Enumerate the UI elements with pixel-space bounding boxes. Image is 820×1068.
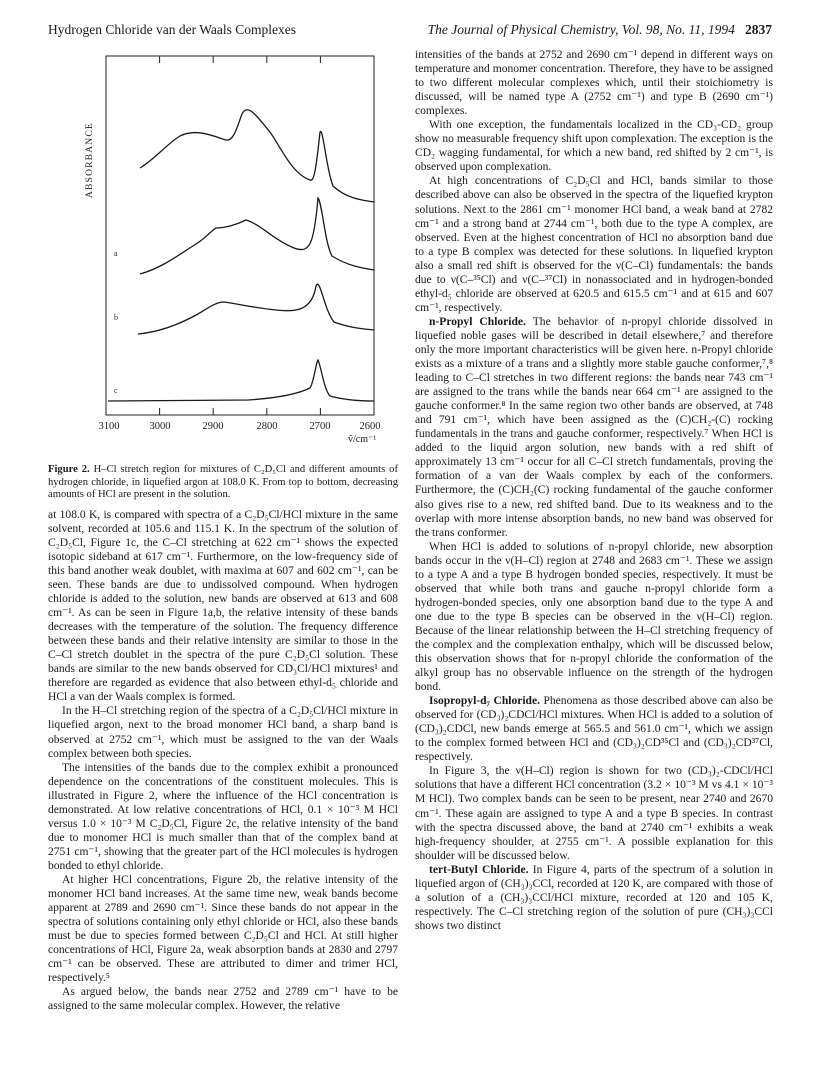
paragraph-text: In Figure 4, parts of the spectrum of a solution in liquefied argon of (CH₃)₃CCl, recorded at 120 K, are compared with those of a solution of a (CH₃)₃CCl/HCl mixture, recorded at 120 and 105 K, respectively. The C–Cl stretching region of the solution of pure (CH₃)₃CCl shows two distinct bbox=[415, 863, 773, 932]
paragraph-text: Phenomena as those described above can also be observed for (CD₃)₂CDCl/HCl mixtures. When HCl is added to a solution of (CD₃)₂CDCl, new bands emerge at 565.5 and 561.0 cm⁻¹, which we assign to the complex formed between HCl and (CD₃)₂CD³⁵Cl and (CD₃)₂CD³⁷Cl, respectively. bbox=[415, 695, 774, 764]
x-axis-label: ṽ/cm⁻¹ bbox=[348, 434, 377, 445]
paragraph-text: The behavior of n-propyl chloride dissolved in liquefied noble gases will be described in detail elsewhere,⁷ and therefore only the more important characteristics will be given here. n-Propyl chloride exists as a mixture of a trans and a slightly more stable gauche conformer,⁷,⁸ leading to C–Cl stretches in two different regions: the bands near 743 cm⁻¹ are assigned to the trans while the bands near 664 cm⁻¹ are assigned to the gauche conformer.⁸ In the same region two other bands are observed, at 748 and 791 cm⁻¹, which have been assigned as the (C)CH₂-(C) rocking fundamentals in the trans and gauche conformer, respectively.⁷ When HCl is added to the liquid argon solution, new bands with a red shift of approximately 13 cm⁻¹ occur for all C–Cl stretch fundamentals, proving the formation of a van der Waals complex by each of the conformers. Furthermore, the (C)CH₂(C) rocking fundamental of the gauche conformer also gives rise to a new, red shifted band. Due to its weakness and to the overlap with more intense absorption bands, no new band was observed for the trans conformer. bbox=[415, 315, 773, 539]
paragraph: intensities of the bands at 2752 and 2690 cm⁻¹ depend in different ways on temperature and monomer concentration. Therefore, they have to be assigned to two different molecular complexes which, until their stoichiometry is discussed, will be named type A (2752 cm⁻¹) and type B (2690 cm⁻¹) complexes. bbox=[415, 49, 773, 118]
running-title: Hydrogen Chloride van der Waals Complexes bbox=[48, 22, 296, 37]
trace-label-a: a bbox=[114, 249, 118, 258]
running-header bbox=[48, 22, 772, 40]
trace-labels bbox=[114, 249, 118, 395]
paragraph: At higher HCl concentrations, Figure 2b, the relative intensity of the monomer HCl band increases. At the same time new, weak bands become apparent at 2789 and 2690 cm⁻¹. Since these bands do not appear in the spectra of solutions containing only ethyl chloride or HCl, also these bands must be due to species formed between C₂D₅Cl and HCl. At still higher concentrations of HCl, Figure 2a, weak absorption bands at 2830 and 2797 cm⁻¹ can be observed. These are attributed to dimer and trimer HCl, respectively.⁵ bbox=[48, 874, 398, 985]
section-n-propyl-chloride bbox=[415, 315, 773, 540]
paragraph: With one exception, the fundamentals localized in the CD₃-CD₂ group show no measurable frequency shift upon complexation. The exception is the CD₂ wagging fundamental, for which a new band, red shifted by 2 cm⁻¹, is observed upon complexation. bbox=[415, 119, 773, 174]
figure-2-spectrum-plot bbox=[48, 48, 398, 460]
y-axis-label: ABSORBANCE bbox=[85, 122, 95, 198]
section-isopropyl-chloride bbox=[415, 694, 773, 764]
paragraph: At high concentrations of C₂D₅Cl and HCl, bands similar to those described above can also be observed in the spectra of the liquefied krypton solutions. Next to the 2861 cm⁻¹ monomer HCl band, a weak band at 2782 cm⁻¹ and a strong band at 2744 cm⁻¹, both due to the type A complex, are observed. Even at the highest concentration of HCl no absorption band due to a type B complex was detected for these solutions. In liquefied krypton also a small red shift is observed for the ν(C–Cl) fundamentals: the bands due to ν(C–³⁵Cl) and ν(C–³⁷Cl) in nonassociated and in hydrogen-bonded ethyl-d₅ chloride are observed at 620.5 and 615.5 cm⁻¹ and at 615 and 607 cm⁻¹, respectively. bbox=[415, 175, 773, 314]
trace-top bbox=[140, 110, 374, 202]
x-ticks bbox=[106, 56, 374, 415]
plot-frame bbox=[106, 56, 374, 415]
trace-label-c: c bbox=[114, 386, 118, 395]
paragraph: As argued below, the bands near 2752 and 2789 cm⁻¹ have to be assigned to the same molecular complex. However, the relative bbox=[48, 986, 398, 1013]
paragraph: at 108.0 K, is compared with spectra of a C₂D₅Cl/HCl mixture in the same solvent, recorded at 105.6 and 115.1 K. In the spectrum of the solution of C₂D₅Cl, Figure 1c, the C–Cl stretching at 622 cm⁻¹ shows the expected isotopic sideband at 617 cm⁻¹. Furthermore, on the low-frequency side of this band another weak doublet, with maxima at 607 and 602 cm⁻¹, can be seen. These bands are due to undissolved compound. When hydrogen chloride is added to the solution, new bands are observed at 613 and 608 cm⁻¹. As can be seen in Figure 1a,b, the relative intensity of these bands decreases with the temperature of the solution. The frequency difference between these bands and their relative intensity are similar to those in the C–Cl stretch doublet in the spectra of the pure C₂D₅Cl solution. These bands are similar to the new bands observed for CD₃Cl/HCl mixtures¹ and therefore are regarded as evidence that also between ethyl-d₅ chloride and HCl a van der Waals complex is formed. bbox=[48, 508, 398, 704]
section-heading: n-Propyl Chloride. bbox=[429, 315, 526, 328]
x-tick-label: 2700 bbox=[309, 421, 331, 432]
x-tick-label: 2800 bbox=[256, 421, 278, 432]
trace-a bbox=[140, 198, 374, 274]
figure-2 bbox=[48, 48, 398, 460]
paragraph: The intensities of the bands due to the complex exhibit a pronounced dependence on the concentrations of the constituent molecules. This is illustrated in Figure 2, where the influence of the HCl concentration is demonstrated. At low relative concentrations of HCl, 0.1 × 10⁻³ M HCl versus 1.0 × 10⁻³ M C₂D₅Cl, Figure 2c, the relative intensity of the band due to monomer HCl is much smaller than that of the complex band at 2751 cm⁻¹, showing that the greater part of the HCl molecules is hydrogen bonded to ethyl chloride. bbox=[48, 761, 398, 872]
x-tick-label: 3000 bbox=[149, 421, 171, 432]
left-body-text bbox=[48, 508, 398, 1014]
journal-citation bbox=[428, 22, 772, 38]
trace-c bbox=[108, 360, 374, 401]
x-tick-label: 3100 bbox=[98, 421, 120, 432]
trace-label-b: b bbox=[114, 313, 118, 322]
paragraph: In the H–Cl stretching region of the spectra of a C₂D₅Cl/HCl mixture in liquefied argon, next to the broad monomer HCl band, a sharp band is observed at 2752 cm⁻¹, which must be assigned to the van der Waals complex between both species. bbox=[48, 705, 398, 760]
caption-text: H–Cl stretch region for mixtures of C₂D₅Cl and different amounts of hydrogen chloride, in liquefied argon at 108.0 K. From top to bottom, decreasing amounts of HCl are present in the solution. bbox=[48, 464, 398, 501]
caption-label: Figure 2. bbox=[48, 464, 90, 475]
left-column bbox=[48, 48, 398, 1013]
page-number: 2837 bbox=[745, 22, 772, 37]
section-tert-butyl-chloride bbox=[415, 863, 773, 933]
x-tick-label: 2600 bbox=[359, 421, 381, 432]
trace-b bbox=[138, 284, 374, 334]
paragraph: When HCl is added to solutions of n-propyl chloride, new absorption bands occur in the ν(H–Cl) region at 2748 and 2683 cm⁻¹. These we assign to a type A and a type B hydrogen bonded species, respectively. It must be observed that while both trans and gauche n-propyl chloride form a hydrogen-bonded species, only one absorption band due to the type A and one due to the type B species can be observed in the ν(H–Cl) region. Because of the linear relationship between the H–Cl stretching frequency of the complex and the complexation enthalpy, which will be discussed below, this observation shows that for n-propyl chloride the conformation of the alkyl group has no observable influence on the strength of the hydrogen bond. bbox=[415, 540, 773, 694]
section-heading: tert-Butyl Chloride. bbox=[429, 863, 529, 876]
section-heading: Isopropyl-d₇ Chloride. bbox=[429, 695, 540, 708]
x-tick-label: 2900 bbox=[202, 421, 224, 432]
right-column bbox=[415, 48, 773, 933]
paragraph: In Figure 3, the ν(H–Cl) region is shown for two (CD₃)₂-CDCl/HCl solutions that have a different HCl concentration (3.2 × 10⁻³ M vs 4.1 × 10⁻³ M HCl). Two complex bands can be seen to be present, near 2740 and 2670 cm⁻¹. These again are assigned to type A and a type B species. In contrast with the spectra discussed above, the band at 2740 cm⁻¹ exhibits a weak high-frequency shoulder, at 2755 cm⁻¹. A possible explanation for this shoulder will be discussed below. bbox=[415, 765, 773, 862]
journal-name: The Journal of Physical Chemistry, Vol. 98, No. 11, 1994 bbox=[427, 22, 735, 37]
x-tick-labels bbox=[99, 421, 381, 432]
figure-2-caption bbox=[48, 464, 398, 502]
